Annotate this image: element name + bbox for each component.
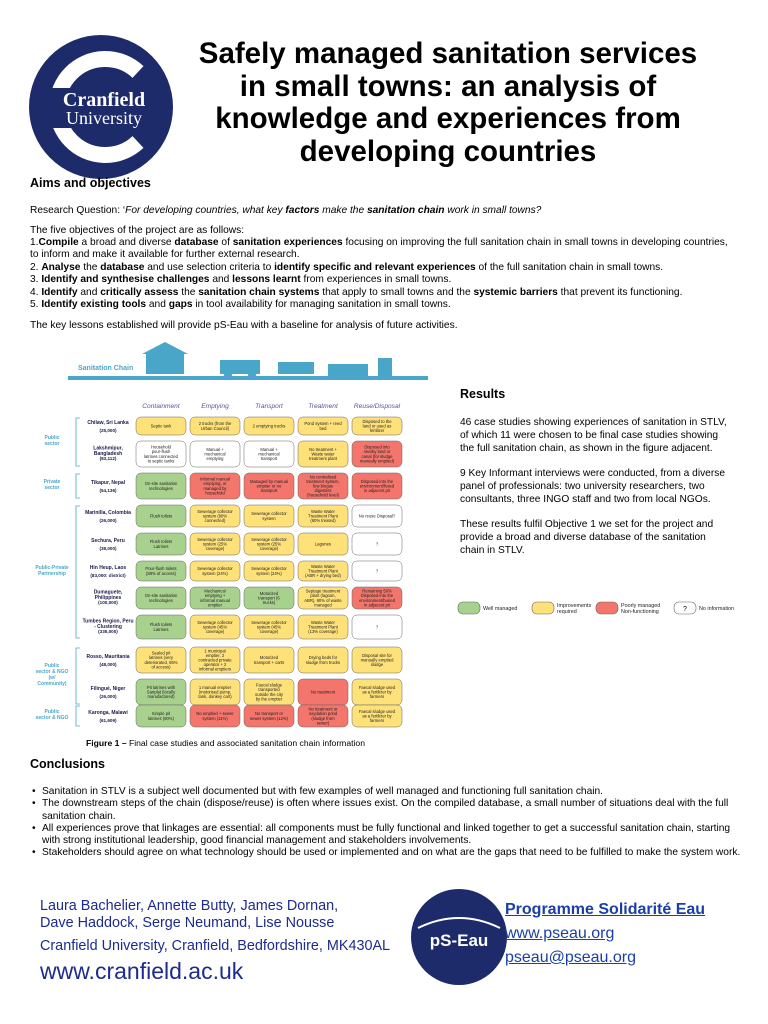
group-bracket <box>76 418 80 466</box>
chain-cell-text: Drying beds for sludge from trucks <box>305 655 341 665</box>
conclusion-item: • Sanitation in STLV is a subject well documented but with few examples of well managed and functioning full sanitation chain. <box>30 786 742 798</box>
chain-cell-text: No reuse Disposal? <box>358 513 396 519</box>
objective-text-run: lessons learnt <box>232 274 301 286</box>
legend-swatch <box>596 602 618 614</box>
town-population: (26,000) <box>99 694 117 699</box>
stage-header: Transport <box>255 403 283 410</box>
chain-cell-text: Informal manual emptying, or managed by household <box>199 476 231 496</box>
pseau-logo-text: pS-Eau <box>429 931 489 950</box>
chain-cell-text: No treatment + Waste water treatment plant <box>309 446 337 462</box>
logo-line1: Cranfield <box>62 89 146 111</box>
stage-header: Treatment <box>308 403 338 410</box>
case-study-row <box>87 417 402 435</box>
chain-cell-text: Pond system + reed bed <box>304 421 342 431</box>
chain-cell-text: Sewerage collector system (25% coverage) <box>197 536 233 552</box>
objective-4 <box>30 287 738 299</box>
chain-cell-text: Sewerage collector system <box>251 511 287 521</box>
results-p2: 9 Key Informant interviews were conducted, from a diverse panel of professionals: two university researchers, two consultants, three INGO staff and two from local NGOs. <box>460 467 725 505</box>
logo-line2: University <box>66 108 142 128</box>
objective-text-run: 3. <box>30 274 42 286</box>
town-name: Tumbes Region, Peru - Clustering <box>82 618 134 630</box>
objective-text-run: the <box>80 261 101 273</box>
objective-text-run: focusing on improving the full sanitation chain in small towns in developing countries, to inform and make it available for further external research. <box>30 237 728 261</box>
research-question <box>30 205 738 217</box>
chain-cell-text: Motorized transport (6 trucks) <box>258 590 280 606</box>
objective-text-run: the <box>178 286 199 298</box>
figure-caption <box>86 738 365 748</box>
chain-cell-text: No treatment <box>310 689 336 695</box>
chain-cell-text: On-site sanitation technologies <box>144 593 178 603</box>
legend-label: Poorly managed Non-functioning <box>621 603 661 615</box>
town-name: Filingué, Niger <box>90 686 126 692</box>
cranfield-logo <box>26 32 176 182</box>
legend-label: No information <box>699 606 735 612</box>
group-bracket <box>76 706 80 726</box>
case-study-row <box>86 647 402 673</box>
aims-heading: Aims and objectives <box>30 176 151 190</box>
house-icon <box>146 352 184 374</box>
case-study-row <box>93 441 402 467</box>
chain-cell-text: Manual + mechanical transport <box>258 446 280 462</box>
town-name: Dumaguete, Philippines <box>93 589 123 601</box>
stage-headers <box>142 403 400 410</box>
authors-line-2: Dave Haddock, Serge Neumand, Lise Nousse <box>40 915 335 932</box>
chain-cell-text: No treatment or oxydation pond (sludge from sewer) <box>308 706 338 726</box>
chain-cell-text: Sewerage collector system (45% coverage) <box>197 619 233 635</box>
chain-cell-text: Disposed into nearby land or canal (for sludge manually emptied) <box>359 444 395 464</box>
objective-text-run: a broad and diverse <box>78 237 175 248</box>
objective-text-run: Identify and synthesise challenges <box>41 274 210 286</box>
objective-text-run: and <box>146 299 169 311</box>
chain-cell-text: Manual + mechanical emptying <box>204 446 226 462</box>
chain-cell-text: Sewerage collector system (45% coverage) <box>251 619 287 635</box>
pseau-url-link[interactable]: www.pseau.org <box>505 925 615 942</box>
objective-text-run: of <box>218 237 233 248</box>
objective-text-run: gaps <box>168 299 193 311</box>
case-study-row <box>88 705 402 727</box>
results-text <box>460 417 728 570</box>
case-study-row <box>91 679 402 705</box>
legend-swatch <box>458 602 480 614</box>
conclusions-list <box>30 786 742 860</box>
chain-cell-text: Remaining 50% Disposed into the environment/buried in adjacent pit <box>359 588 395 608</box>
objective-text-run: database <box>174 237 219 248</box>
case-study-rows <box>82 417 402 727</box>
chain-cell-text: 1 manual emptier (motorised pump, tank, donkey cart) <box>198 684 232 700</box>
authors-line-1: Laura Bachelier, Annette Butty, James Dornan, <box>40 898 339 914</box>
chain-cell-text: Sewerage collector system (90% connected) <box>197 508 233 524</box>
sector-groups <box>35 418 80 726</box>
chain-cell-text: Flush toilets Latrines <box>149 539 173 549</box>
town-name: Sechura, Peru <box>91 538 125 544</box>
chain-cell-text: ? <box>375 541 379 547</box>
town-population: (25,000) <box>99 428 117 433</box>
figure-legend <box>458 600 735 626</box>
case-study-row <box>90 561 402 581</box>
chain-label: Sanitation Chain <box>78 365 134 372</box>
objective-text-run: identify specific and relevant experiences <box>274 261 476 273</box>
chain-cell-text: Mechanical emptying + informal manual emptier <box>200 588 230 608</box>
chain-cell-text: Lagunes <box>314 541 332 547</box>
town-population: (100,000) <box>98 600 118 605</box>
chain-cell-text: Sewerage collector system (25% coverage) <box>251 536 287 552</box>
stage-header: Containment <box>142 403 180 410</box>
case-study-row <box>85 505 402 527</box>
stage-header: Reuse/Disposal <box>353 403 401 410</box>
objective-text-run: and <box>209 274 233 286</box>
pseau-logo <box>410 888 508 986</box>
legend-swatch <box>532 602 554 614</box>
chain-cell-text: No emptied + sewer system (11%) <box>196 711 234 721</box>
chain-cell-text: On-site sanitation technologies <box>144 481 178 491</box>
town-population: (83,112) <box>99 456 117 461</box>
objective-text-run: Compile <box>38 237 79 248</box>
results-p3: These results fulfil Objective 1 we set for the project and provide a broad and diverse database of the sanitation chain in STLV. <box>460 518 714 556</box>
objective-5 <box>30 299 738 311</box>
chain-cell-text: 1 municipal emptier, 2 contracted private operator + 2 informal emptiers <box>198 648 232 672</box>
poster-title: Safely managed sanitation services in small towns: an analysis of knowledge and experiences from developing countries <box>198 37 698 168</box>
objective-text-run: of the full sanitation chain in small towns. <box>475 261 664 273</box>
objective-3 <box>30 274 738 286</box>
town-name: Tikapur, Nepal <box>90 480 126 486</box>
chain-cell-text: ? <box>375 624 379 630</box>
town-population: (26,000) <box>99 518 117 523</box>
chain-cell-text: Disposed to the land or used as fertilizer <box>362 418 392 434</box>
objective-text-run: 2. <box>30 261 42 273</box>
chain-cell-text: Septic tank <box>150 423 172 429</box>
tanker-icon <box>278 362 314 374</box>
rq-part: For developing countries, what key <box>125 205 286 216</box>
sector-group-label: Public-Private Partnership <box>35 565 69 577</box>
town-population: (54,136) <box>99 488 117 493</box>
stage-header: Emptying <box>201 403 229 410</box>
address: Cranfield University, Cranfield, Bedfordshire, MK430AL <box>40 938 391 954</box>
chain-cell-text: Disposed into the environment/fused in adjacent pit <box>359 478 395 494</box>
objective-text-run: Identify <box>41 286 78 298</box>
objective-text-run: sanitation experiences <box>232 237 343 248</box>
sanitation-chain-figure <box>28 342 448 740</box>
objective-text-run: and <box>77 286 101 298</box>
sector-group-label: Private sector <box>43 479 61 491</box>
objective-text-run: 4. <box>30 286 42 298</box>
rq-factors: factors <box>285 205 320 216</box>
treatment-plant-icon <box>328 364 368 378</box>
chain-illustration <box>28 342 448 402</box>
conclusion-item: • All experiences prove that linkages are essential: all components must be fully functional and linked together to get a successful sanitation chain, starting with strong institutional leadership, good financial management and stakeholders involvements. <box>30 823 742 848</box>
chain-cell-text: Faecal sludge transported outside the city by the emptier <box>255 682 283 702</box>
chain-cell-text: 2 trucks (from the Urban Council) <box>198 421 232 431</box>
objectives-intro: The five objectives of the project are as follows: <box>30 225 245 236</box>
objective-text-run: in tool availability for managing sanitation in small towns. <box>192 299 451 311</box>
chain-cell-text: Waste Water Treatment Plant (13% coverage) <box>308 619 338 635</box>
objective-text-run: critically assess <box>100 286 179 298</box>
chain-cell-text: Pit latrines with Sanplat (locally manufactured) <box>146 684 176 700</box>
cranfield-website-link[interactable]: www.cranfield.ac.uk <box>40 958 244 984</box>
case-study-row <box>94 587 402 609</box>
chain-cell-text: Faecal sludge used as a fertilizer by farmers <box>358 708 396 724</box>
chain-cell-text: Flush toilets <box>149 513 173 519</box>
town-name: Chilaw, Sri Lanka <box>87 420 129 426</box>
chain-cell-text: Sewerage collector system (24%) <box>197 566 233 576</box>
objective-text-run: Identify existing tools <box>41 299 147 311</box>
sector-group-label: Public sector & NGO (w/ Community) <box>35 663 69 687</box>
rq-chain: sanitation chain <box>366 205 445 216</box>
sector-group-label: Public sector <box>44 435 60 447</box>
legend-label: Well managed <box>483 606 518 612</box>
chain-cell-text: Household pour-flush latrines connected to septic tanks <box>144 444 178 464</box>
rq-prefix: Research Question: ‘ <box>30 205 126 216</box>
town-population: (335,000) <box>98 629 118 634</box>
town-name: Marinilla, Colombia <box>85 510 131 516</box>
chain-cell-text: No transport or sewer system (12%) <box>250 711 288 721</box>
pseau-email-link[interactable]: pseau@pseau.org <box>505 949 636 966</box>
town-name: Hin Heup, Laos <box>89 565 127 571</box>
chain-cell-text: No centralised treatment system, few biogas digesters (household level) <box>306 474 340 498</box>
chain-cell-text: Waste Water Treatment Plant (60% treated) <box>308 508 338 524</box>
case-study-row <box>82 615 402 639</box>
pseau-name-link[interactable]: Programme Solidarité Eau <box>505 901 706 918</box>
chain-cell-text: Septage treatment plant (lagoon, ABR), 90% of waste managed <box>304 588 342 608</box>
chain-cell-text: Flush toilets Latrines <box>149 622 173 632</box>
chain-cell-text: Motorized transport + carts <box>253 655 285 665</box>
town-population: (38,000) <box>99 546 117 551</box>
chain-cell-text: Simple pit latrines (90%) <box>148 711 174 721</box>
objective-text-run: sanitation chain systems <box>198 286 320 298</box>
sector-group-label: Public sector & NGO <box>35 709 69 721</box>
rq-part: make the <box>319 205 367 216</box>
chain-cell-text: ? <box>375 568 379 574</box>
conclusion-item: • The downstream steps of the chain (dispose/reuse) is often where issues exist. On the compiled database, a small number of situations deal with the full sanitation chain. <box>30 798 742 823</box>
pseau-contacts <box>505 898 705 970</box>
group-bracket <box>76 648 80 704</box>
conclusion-item: • Stakeholders should agree on what technology should be used or implemented and on what are the gaps that need to be fulfilled to make the system work. <box>30 847 742 859</box>
town-name: Rosso, Mauritania <box>86 654 130 660</box>
objective-text-run: systemic barriers <box>473 286 558 298</box>
chain-cell-text: Faecal sludge used as a fertilizer by farmers <box>358 684 396 700</box>
legend-label: Improvements required <box>557 603 592 615</box>
town-name: Karonga, Malawi <box>88 710 128 716</box>
objective-text-run: 1. <box>30 237 39 248</box>
objective-text-run: Analyse <box>41 261 81 273</box>
objective-text-run: database <box>100 261 145 273</box>
town-population: (83,000: district) <box>90 573 126 578</box>
results-p1: 46 case studies showing experiences of sanitation in STLV, of which 11 were chosen to be final case studies showing the full sanitation chain, as shown in the figure adjacent. <box>460 417 727 454</box>
chain-cell-text: Managed by manual emptier or no transport <box>250 478 288 494</box>
results-heading: Results <box>460 387 506 401</box>
chain-cell-text: Waste Water Treatment Plant (ABR + drying bed) <box>305 563 341 579</box>
key-lessons: The key lessons established will provide pS-Eau with a baseline for analysis of future activities. <box>30 320 458 331</box>
objective-text-run: from experiences in small towns. <box>300 274 452 286</box>
group-bracket <box>76 506 80 638</box>
conclusions-heading: Conclusions <box>30 757 106 771</box>
group-bracket <box>76 474 80 498</box>
chain-cell-text: 2 emptying trucks <box>252 423 286 429</box>
farmer-icon <box>378 358 392 378</box>
objective-text-run: that prevent its functioning. <box>557 286 683 298</box>
case-study-row <box>91 533 402 555</box>
objective-1 <box>30 237 738 262</box>
objective-text-run: that apply to small towns and the <box>319 286 474 298</box>
chain-cell-text: Disposal site for manually emptied sludge <box>360 652 394 668</box>
objectives-list <box>30 237 738 311</box>
rq-part: work in small towns? <box>444 205 542 216</box>
town-population: (48,000) <box>99 662 117 667</box>
objective-text-run: and use selection criteria to <box>144 261 275 273</box>
authors <box>40 898 338 933</box>
objective-text-run: 5. <box>30 299 42 311</box>
svg-text:?: ? <box>683 606 687 613</box>
case-study-row <box>91 473 402 499</box>
chain-cell-text: Pour-flush toilets (88% of access) <box>145 566 177 576</box>
caption-label: Figure 1 – <box>86 738 127 748</box>
town-population: (61,609) <box>99 718 117 723</box>
town-name: Lakshmipur, Bangladesh <box>93 445 123 457</box>
chain-cell-text: Sewerage collector system (24%) <box>251 566 287 576</box>
objective-2 <box>30 262 738 274</box>
caption-text: Final case studies and associated sanitation chain information <box>126 738 365 748</box>
chain-cell-text: Sealed pit latrines (very deteriorated, 85% of access) <box>144 650 178 670</box>
